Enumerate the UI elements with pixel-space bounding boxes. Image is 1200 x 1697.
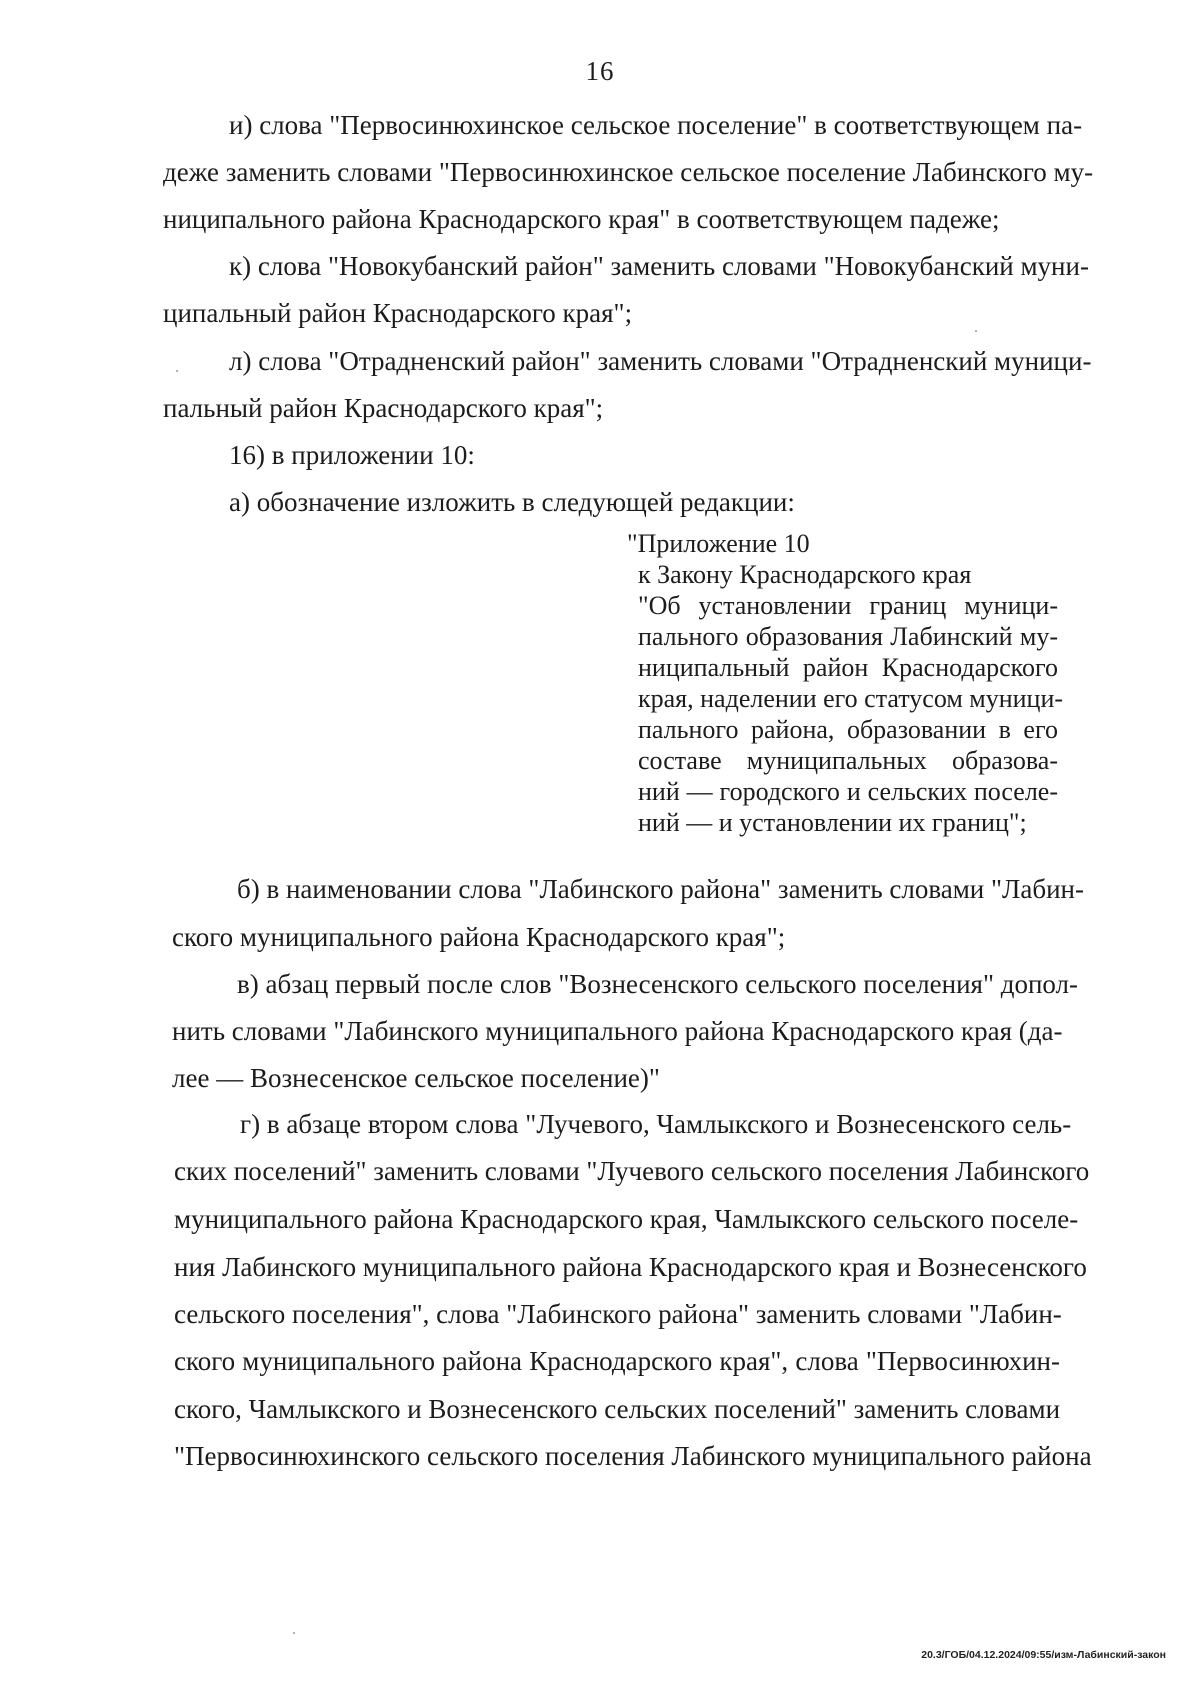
item-g-line-1: г) в абзаце втором слова "Лучевого, Чамлыкского и Вознесенского сель-: [240, 1109, 1072, 1139]
appendix-line-5: ниципальный район Краснодарского: [638, 653, 1058, 682]
item-v-line-2: нить словами "Лабинского муниципального района Краснодарского края (да-: [172, 1016, 1063, 1046]
item-i-line-2: деже заменить словами "Первосинюхинское сельское поселение Лабинского му-: [163, 157, 1094, 187]
appendix-line-10: ний — и установлении их границ";: [638, 808, 1027, 837]
item-g-line-5: сельского поселения", слова "Лабинского района" заменить словами "Лабин-: [174, 1299, 1062, 1329]
item-g-line-8: "Первосинюхинского сельского поселения Лабинского муниципального района: [174, 1441, 1092, 1471]
item-g-line-6: ского муниципального района Краснодарского края", слова "Первосинюхин-: [174, 1346, 1060, 1376]
item-l-line-2: пальный район Краснодарского края";: [163, 393, 604, 423]
item-b-line-1: б) в наименовании слова "Лабинского района" заменить словами "Лабин-: [237, 874, 1084, 904]
item-v-line-1: в) абзац первый после слов "Вознесенского сельского поселения" допол-: [237, 969, 1079, 999]
item-i-line-3: ниципального района Краснодарского края" в соответствующем падеже;: [163, 204, 1000, 234]
item-a-line-1: а) обозначение изложить в следующей редакции:: [229, 487, 795, 517]
page-number: 16: [585, 56, 615, 86]
appendix-line-3: "Об установлении границ муници-: [638, 591, 1058, 620]
item-g-line-4: ния Лабинского муниципального района Краснодарского края и Вознесенского: [174, 1252, 1087, 1282]
item-b-line-2: ского муниципального района Краснодарского края";: [172, 922, 786, 952]
document-footer-code: 20.3/ГОБ/04.12.2024/09:55/изм-Лабинский-закон: [921, 1649, 1166, 1661]
appendix-line-2: к Закону Краснодарского края: [638, 560, 972, 589]
scan-speck: [293, 1632, 295, 1634]
item-v-line-3: лее — Вознесенское сельское поселение)": [172, 1063, 660, 1093]
item-g-line-7: ского, Чамлыкского и Вознесенского сельских поселений" заменить словами: [174, 1394, 1061, 1424]
appendix-line-8: составе муниципальных образова-: [638, 746, 1058, 775]
item-16-line-1: 16) в приложении 10:: [229, 440, 475, 470]
item-g-line-3: муниципального района Краснодарского края, Чамлыкского сельского поселе-: [174, 1204, 1079, 1234]
scan-speck: [176, 370, 178, 372]
item-k-line-2: ципальный район Краснодарского края";: [163, 298, 633, 328]
appendix-line-9: ний — городского и сельских поселе-: [638, 777, 1058, 806]
appendix-line-6: края, наделении его статусом муници-: [638, 684, 1064, 713]
item-g-line-2: ских поселений" заменить словами "Лучевого сельского поселения Лабинского: [174, 1156, 1090, 1186]
item-i-line-1: и) слова "Первосинюхинское сельское поселение" в соответствующем па-: [229, 110, 1083, 140]
item-k-line-1: к) слова "Новокубанский район" заменить словами "Новокубанский муни-: [229, 251, 1089, 281]
appendix-line-7: пального района, образовании в его: [638, 715, 1058, 744]
scan-speck: [975, 330, 977, 332]
item-l-line-1: л) слова "Отрадненский район" заменить словами "Отрадненский муници-: [229, 346, 1092, 376]
appendix-line-1: "Приложение 10: [627, 529, 810, 558]
appendix-line-4: пального образования Лабинский му-: [638, 622, 1058, 651]
